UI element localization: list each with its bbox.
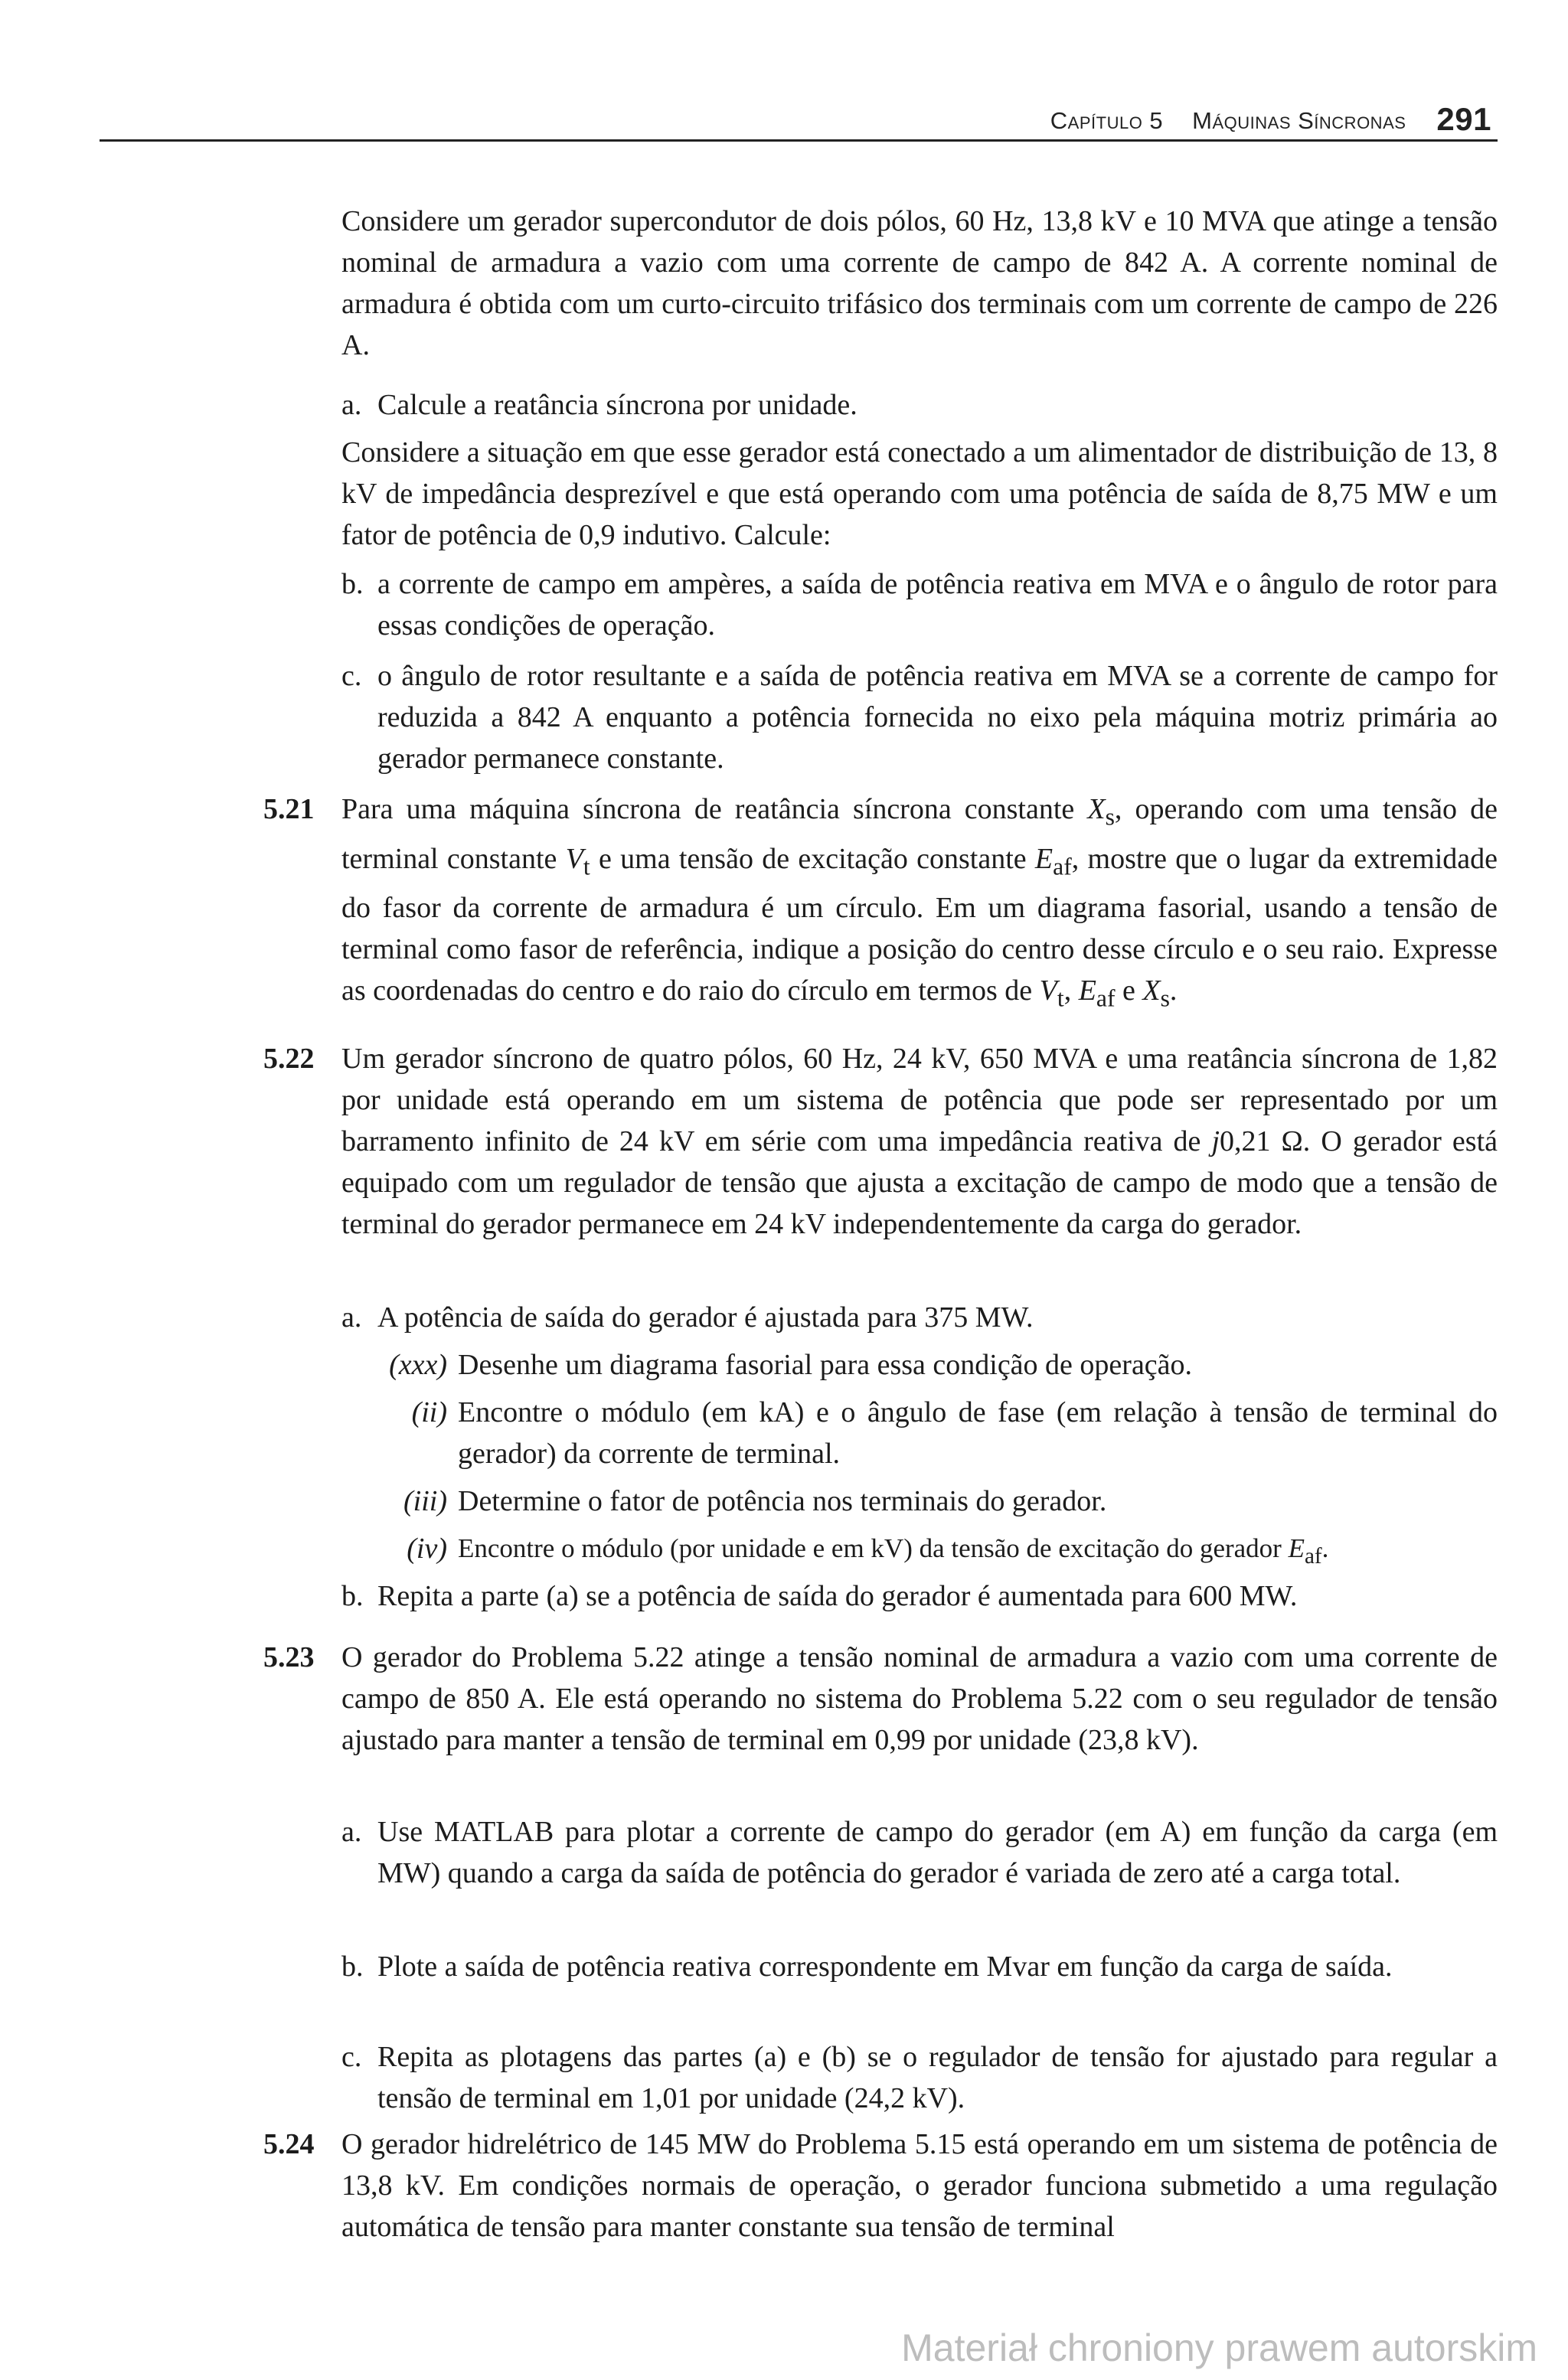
intro-continuation: Considere a situação em que esse gerador está conectado a um alimentador de distribuição de 13, 8 kV de impedância desprezível e que está operando com uma potência de saída de 8,75 MW e um fator de potência de 0,9 indutivo. Calcule:: [341, 436, 1498, 551]
problem-text: O gerador do Problema 5.22 atinge a tensão nominal de armadura a vazio com uma corrente de campo de 850 A. Ele está operando no sistema do Problema 5.22 com o seu regulador de tensão ajustado para manter a tensão de terminal em 0,99 por unidade (23,8 kV).: [341, 1641, 1498, 1756]
problem-5-23-item-a: [341, 1811, 1498, 1894]
problem-5-23-item-b: [341, 1946, 1498, 1987]
item-marker: c.: [341, 2041, 362, 2073]
sub-marker: (xxx): [389, 1349, 447, 1381]
intro-item-c: [341, 655, 1498, 779]
problem-number: 5.22: [263, 1043, 315, 1075]
item-marker: a.: [341, 1301, 362, 1334]
problem-number: 5.21: [263, 793, 315, 825]
problem-5-22-sub-i: [389, 1344, 1498, 1386]
page-number: 291: [1436, 101, 1491, 137]
problem-number: 5.23: [263, 1641, 315, 1673]
item-text: Calcule a reatância síncrona por unidade.: [377, 389, 858, 421]
item-marker: a.: [341, 1816, 362, 1848]
problem-5-21: [263, 788, 1498, 1020]
problem-5-22: [263, 1038, 1498, 1245]
problem-5-23: [263, 1637, 1498, 1761]
chapter-title: Máquinas Síncronas: [1192, 107, 1406, 134]
sub-marker: (iv): [407, 1533, 447, 1565]
item-marker: b.: [341, 568, 364, 600]
problem-text: Para uma máquina síncrona de reatância síncrona constante $X_s$, operando com uma tensão de terminal constante $V_t$ e uma tensão de excitação constante $E_{af}$, mostre que o lugar da extremidade do fasor da corrente de armadura é um círculo. Em um diagrama fasorial, usando a tensão de terminal como fasor de referência, indique a posição do centro desse círculo e o seu raio. Expresse as coordenadas do centro e do raio do círculo em termos de $V_t$, $E_{af}$ e $X_s$.: [341, 793, 1498, 1012]
sub-marker: (iii): [403, 1485, 447, 1517]
problem-5-22-sub-ii: [411, 1392, 1498, 1474]
running-header-text: [1050, 100, 1491, 136]
item-text: Repita as plotagens das partes (a) e (b) se o regulador de tensão for ajustado para regular a tensão de terminal em 1,01 por unidade (24,2 kV).: [377, 2041, 1498, 2114]
problem-5-24: [263, 2124, 1498, 2248]
problem-5-22-sub-iv: [407, 1528, 1498, 1577]
problem-text: O gerador hidrelétrico de 145 MW do Problema 5.15 está operando em um sistema de potência de 13,8 kV. Em condições normais de operação, o gerador funciona submetido a uma regulação automática de tensão para manter constante sua tensão de terminal: [341, 2128, 1498, 2243]
item-text: Repita a parte (a) se a potência de saída do gerador é aumentada para 600 MW.: [377, 1580, 1298, 1612]
sub-marker: (ii): [411, 1396, 447, 1428]
item-marker: b.: [341, 1580, 364, 1612]
item-text: a corrente de campo em ampères, a saída de potência reativa em MVA e o ângulo de rotor para essas condições de operação.: [377, 568, 1498, 642]
item-text: Use MATLAB para plotar a corrente de campo do gerador (em A) em função da carga (em MW) quando a carga da saída de potência do gerador é variada de zero até a carga total.: [377, 1816, 1498, 1889]
item-text: o ângulo de rotor resultante e a saída de potência reativa em MVA se a corrente de campo for reduzida a 842 A enquanto a potência fornecida no eixo pela máquina motriz primária ao gerador permanece constante.: [377, 660, 1498, 775]
problem-5-22-item-b: [341, 1575, 1498, 1617]
sub-text: Determine o fator de potência nos terminais do gerador.: [458, 1485, 1107, 1517]
item-text: A potência de saída do gerador é ajustada para 375 MW.: [377, 1301, 1034, 1334]
sub-text: Encontre o módulo (por unidade e em kV) da tensão de excitação do gerador $E_{af}$.: [458, 1533, 1329, 1569]
intro-paragraph: Considere um gerador supercondutor de dois pólos, 60 Hz, 13,8 kV e 10 MVA que atinge a tensão nominal de armadura a vazio com uma corrente de campo de 842 A. A corrente nominal de armadura é obtida com um curto-circuito trifásico dos terminais com um corrente de campo de 226 A.: [341, 205, 1498, 361]
problem-number: 5.24: [263, 2128, 315, 2160]
chapter-label: Capítulo 5: [1050, 107, 1164, 134]
item-marker: c.: [341, 660, 362, 692]
intro-item-a: [341, 384, 1498, 426]
copyright-watermark: Materiał chroniony prawem autorskim: [901, 2326, 1537, 2369]
intro-item-b: [341, 563, 1498, 646]
problem-5-22-item-a: [341, 1297, 1498, 1338]
sub-text: Encontre o módulo (em kA) e o ângulo de fase (em relação à tensão de terminal do gerador) da corrente de terminal.: [458, 1396, 1498, 1470]
item-text: Plote a saída de potência reativa correspondente em Mvar em função da carga de saída.: [377, 1951, 1393, 1983]
item-marker: b.: [341, 1951, 364, 1983]
problem-5-22-sub-iii: [403, 1481, 1498, 1522]
running-header: [100, 96, 1498, 142]
problem-text: Um gerador síncrono de quatro pólos, 60 Hz, 24 kV, 650 MVA e uma reatância síncrona de 1,82 por unidade está operando em um sistema de potência que pode ser representado por um barramento infinito de 24 kV em série com uma impedância reativa de j0,21 Ω. O gerador está equipado com um regulador de tensão que ajusta a excitação de campo de modo que a tensão de terminal do gerador permanece em 24 kV independentemente da carga do gerador.: [341, 1043, 1498, 1240]
problem-5-23-item-c: [341, 2036, 1498, 2119]
sub-text: Desenhe um diagrama fasorial para essa condição de operação.: [458, 1349, 1193, 1381]
item-marker: a.: [341, 389, 362, 421]
